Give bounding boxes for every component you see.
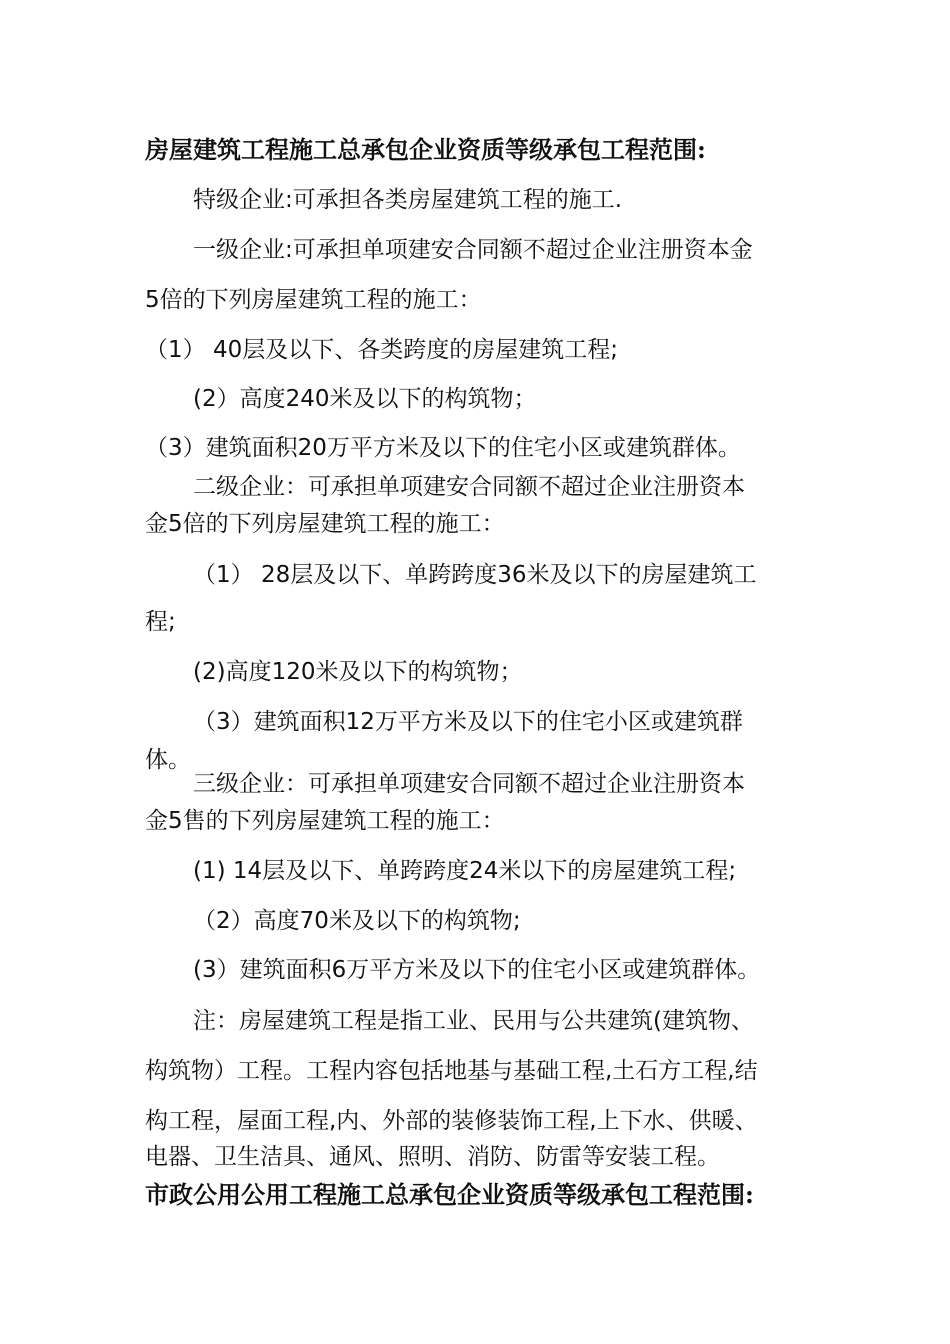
paragraph-line: 电器、卫生洁具、通风、照明、消防、防雷等安装工程。 [145, 1144, 720, 1170]
paragraph-line: (3）建筑面积6万平方米及以下的住宅小区或建筑群体。 [193, 957, 761, 983]
paragraph-line: (1) 14层及以下、单跨跨度24米以下的房屋建筑工程; [193, 858, 737, 884]
paragraph-line: 一级企业:可承担单项建安合同额不超过企业注册资本金 [193, 237, 753, 263]
paragraph-line: （1） 40层及以下、各类跨度的房屋建筑工程; [145, 337, 618, 363]
paragraph-line: （3）建筑面积20万平方米及以下的住宅小区或建筑群体。 [145, 435, 741, 461]
paragraph-line: 金5售的下列房屋建筑工程的施工： [145, 808, 505, 834]
paragraph-line: 二级企业：可承担单项建安合同额不超过企业注册资本 [193, 474, 745, 500]
paragraph-line: 构筑物）工程。工程内容包括地基与基础工程,土石方工程,结 [145, 1058, 758, 1084]
paragraph-line: 体。 [145, 747, 191, 773]
paragraph-line: 程; [145, 609, 176, 635]
paragraph-line: （2）高度70米及以下的构筑物; [193, 908, 521, 934]
paragraph-line: （1） 28层及以下、单跨跨度36米及以下的房屋建筑工 [193, 562, 757, 588]
paragraph-line: 注：房屋建筑工程是指工业、民用与公共建筑(建筑物、 [193, 1008, 754, 1034]
paragraph-line: 三级企业：可承担单项建安合同额不超过企业注册资本 [193, 771, 745, 797]
section-heading-housing: 房屋建筑工程施工总承包企业资质等级承包工程范围: [145, 135, 706, 164]
paragraph-line: 5倍的下列房屋建筑工程的施工： [145, 287, 482, 313]
paragraph-line: （3）建筑面积12万平方米及以下的住宅小区或建筑群 [193, 709, 743, 735]
paragraph-line: (2)高度120米及以下的构筑物； [193, 659, 523, 685]
paragraph-line: 构工程，屋面工程,内、外部的装修装饰工程,上下水、供暖、 [145, 1108, 758, 1134]
paragraph-line: 特级企业:可承担各类房屋建筑工程的施工. [193, 187, 623, 213]
paragraph-line: (2）高度240米及以下的构筑物； [193, 386, 537, 412]
section-heading-municipal: 市政公用公用工程施工总承包企业资质等级承包工程范围: [145, 1180, 754, 1209]
paragraph-line: 金5倍的下列房屋建筑工程的施工： [145, 511, 505, 537]
